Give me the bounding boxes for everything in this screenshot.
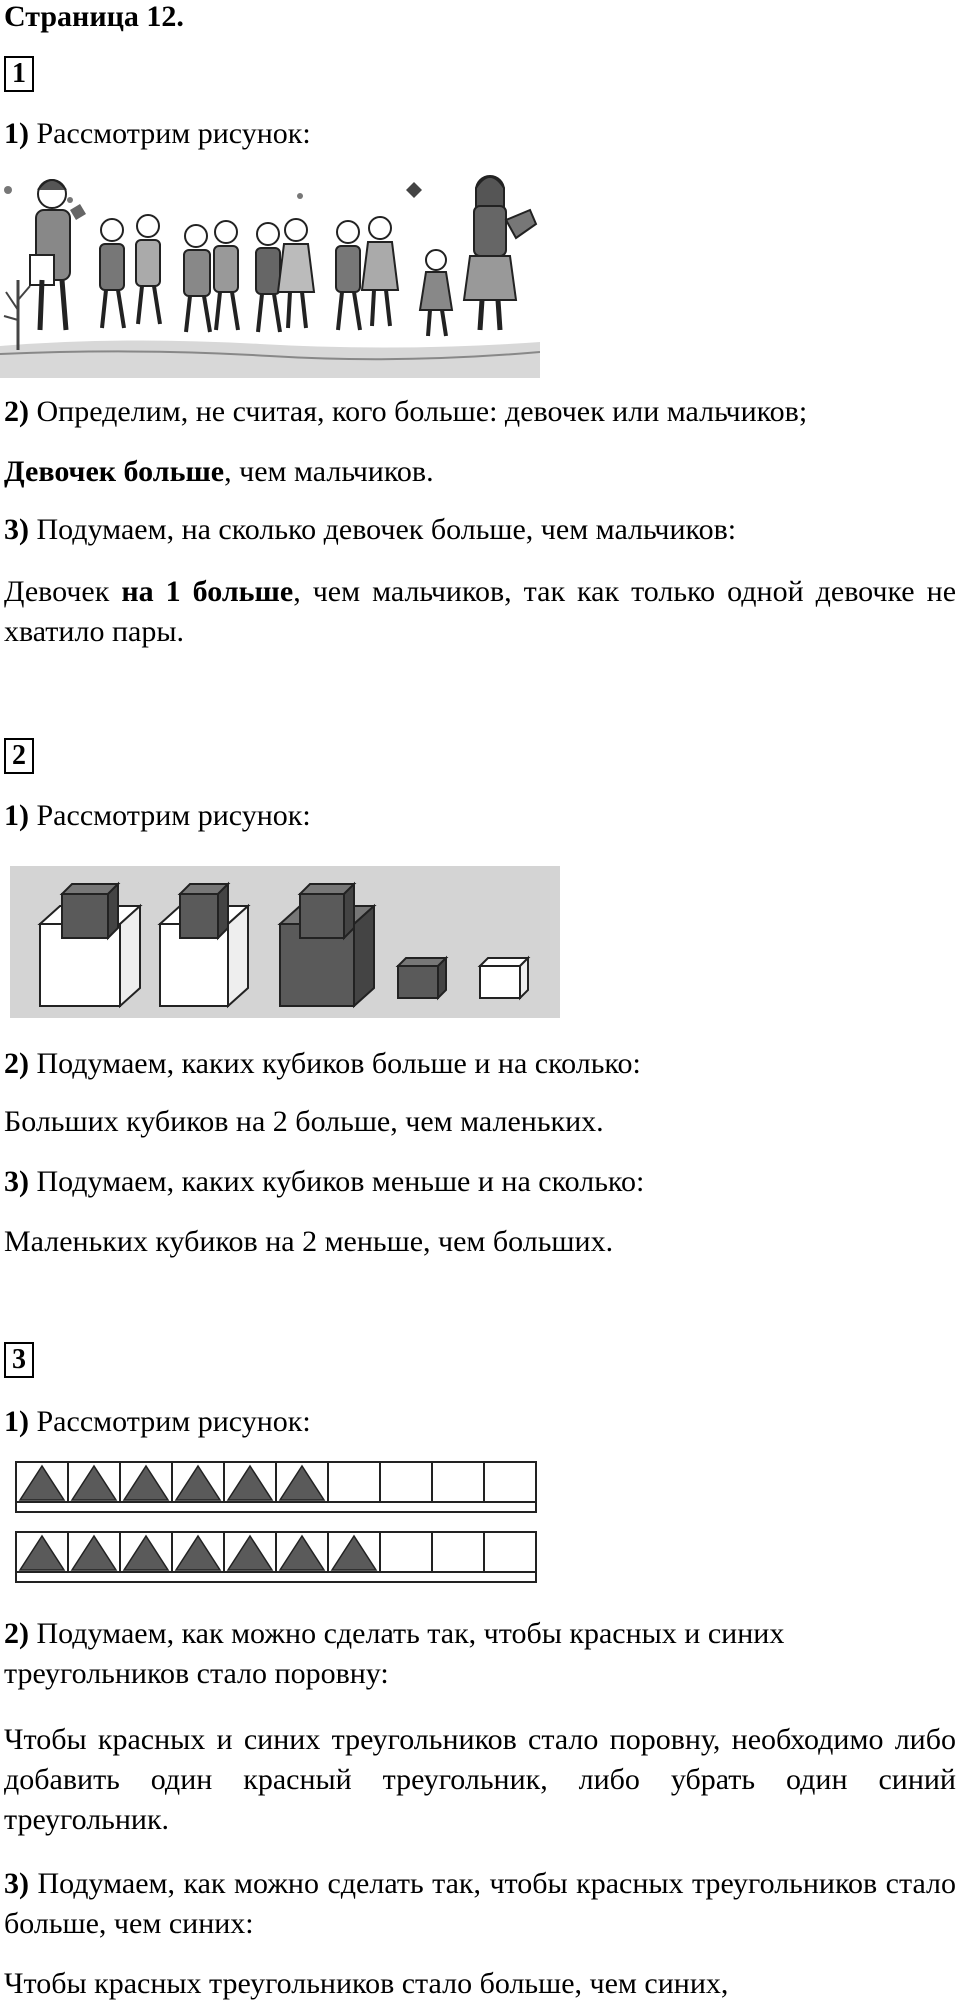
- task3-step1: 1) Рассмотрим рисунок:: [4, 1405, 311, 1438]
- triangle-cell: [484, 1462, 536, 1502]
- task1-answer2: Девочек больше, чем мальчиков.: [4, 455, 434, 488]
- triangle-cell: [380, 1462, 432, 1502]
- task2-step1: 1) Рассмотрим рисунок:: [4, 799, 311, 832]
- task1-answer3: Девочек на 1 больше, чем мальчиков, так как только одной девочке не хватило пары.: [4, 575, 957, 648]
- triangle-row-1: [16, 1462, 536, 1512]
- task3-answer2: Чтобы красных и синих треугольников стало поровну, необходимо либо добавить один красный треугольник, либо убрать один синий треугольник.: [4, 1723, 956, 1836]
- cubes-illustration: [10, 866, 560, 1018]
- task2-answer3: Маленьких кубиков на 2 меньше, чем больших.: [4, 1225, 614, 1258]
- triangle-cell: [432, 1462, 484, 1502]
- triangle-cell: [328, 1462, 380, 1502]
- triangle-cell: [484, 1532, 536, 1572]
- task2-answer2: Больших кубиков на 2 больше, чем маленьких.: [4, 1105, 604, 1138]
- task1-step3: 3) Подумаем, на сколько девочек больше, чем мальчиков:: [4, 513, 737, 546]
- triangle-strip-base: [16, 1502, 536, 1512]
- triangle-cell: [432, 1532, 484, 1572]
- triangles-illustration: [14, 1460, 554, 1594]
- task3-answer3: Чтобы красных треугольников стало больше, чем синих,: [4, 1967, 729, 2000]
- task-number-1: 1: [4, 56, 34, 92]
- triangle-row-2: [16, 1532, 536, 1582]
- page-title: Страница 12.: [4, 0, 184, 33]
- task1-step1: 1) Рассмотрим рисунок:: [4, 117, 311, 150]
- task2-step3: 3) Подумаем, каких кубиков меньше и на сколько:: [4, 1165, 645, 1198]
- triangle-cell: [380, 1532, 432, 1572]
- children-walk-illustration: [0, 160, 540, 378]
- task2-step2: 2) Подумаем, каких кубиков больше и на сколько:: [4, 1047, 641, 1080]
- triangle-strip-base: [16, 1572, 536, 1582]
- task-number-2: 2: [4, 738, 34, 774]
- task1-step2: 2) Определим, не считая, кого больше: девочек или мальчиков;: [4, 395, 808, 428]
- task3-step3: 3) Подумаем, как можно сделать так, чтобы красных треугольников стало больше, чем синих:: [4, 1867, 956, 1940]
- task-number-3: 3: [4, 1342, 34, 1378]
- task3-step2: 2) Подумаем, как можно сделать так, чтобы красных и синих треугольников стало поровну:: [4, 1617, 785, 1690]
